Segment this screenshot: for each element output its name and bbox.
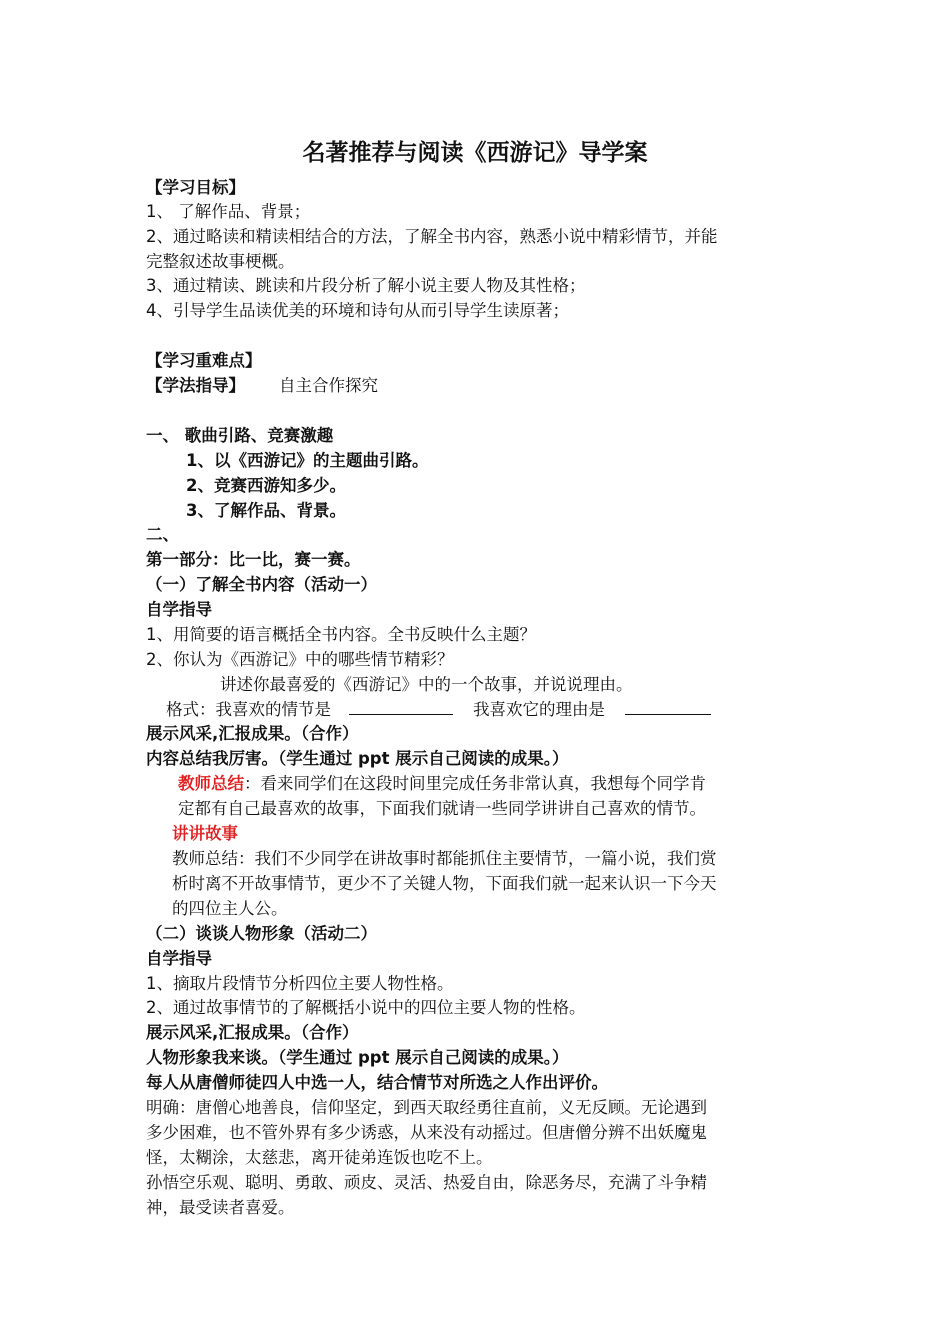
activity1-show: 展示风采,汇报成果。（合作） xyxy=(146,724,359,743)
format-row xyxy=(166,698,711,722)
clarify-line: 神，最受读者喜爱。 xyxy=(146,1198,295,1217)
activity1-heading: （一）了解全书内容（活动一） xyxy=(146,575,377,594)
clarify-line: 多少困难，也不管外界有多少诱惑，从来没有动摇过。但唐僧分辨不出妖魔鬼 xyxy=(146,1123,707,1142)
objectives-heading: 【学习目标】 xyxy=(146,178,245,197)
activity1-guide-heading: 自学指导 xyxy=(146,600,212,619)
section1-heading: 一、 歌曲引路、竞赛激趣 xyxy=(146,426,334,445)
activity2-question: 1、摘取片段情节分析四位主要人物性格。 xyxy=(146,974,454,993)
objective-item: 1、 了解作品、背景； xyxy=(146,202,311,221)
activity2-show: 展示风采,汇报成果。（合作） xyxy=(146,1023,359,1042)
objective-item: 2、通过略读和精读相结合的方法，了解全书内容，熟悉小说中精彩情节，并能 xyxy=(146,227,718,246)
document-title: 名著推荐与阅读《西游记》导学案 xyxy=(302,140,648,166)
method-heading: 【学法指导】 xyxy=(146,376,245,395)
activity2-heading: （二）谈谈人物形象（活动二） xyxy=(146,924,377,943)
teacher-summary2-line: 的四位主人公。 xyxy=(172,899,288,918)
section1-item: 2、竞赛西游知多少。 xyxy=(186,476,346,495)
teacher-summary-text2: 定都有自己最喜欢的故事，下面我们就请一些同学讲讲自己喜欢的情节。 xyxy=(178,799,706,818)
teacher-summary-label: 教师总结 xyxy=(178,774,244,793)
activity2-summary: 人物形象我来谈。（学生通过 ppt 展示自己阅读的成果。） xyxy=(146,1048,569,1067)
section1-item: 1、以《西游记》的主题曲引路。 xyxy=(186,451,429,470)
activity1-question: 2、你认为《西游记》中的哪些情节精彩？ xyxy=(146,650,454,669)
activity2-guide-heading: 自学指导 xyxy=(146,949,212,968)
section2-heading: 二、 xyxy=(146,525,179,544)
key-points-heading: 【学习重难点】 xyxy=(146,351,262,370)
objective-item: 4、引导学生品读优美的环境和诗句从而引导学生读原著； xyxy=(146,301,569,320)
teacher-summary-text: ：看来同学们在这段时间里完成任务非常认真，我想每个同学肯 xyxy=(244,774,706,793)
activity2-question: 2、通过故事情节的了解概括小说中的四位主要人物的性格。 xyxy=(146,998,586,1017)
teacher-summary2-line: 析时离不开故事情节，更少不了关键人物，下面我们就一起来认识一下今天 xyxy=(172,874,717,893)
activity1-question: 1、用简要的语言概括全书内容。全书反映什么主题？ xyxy=(146,625,536,644)
clarify-line: 孙悟空乐观、聪明、勇敢、顽皮、灵活、热爱自由，除恶务尽，充满了斗争精 xyxy=(146,1173,707,1192)
favorite-plot-blank[interactable] xyxy=(349,698,453,715)
clarify-line: 怪，太糊涂，太慈悲，离开徒弟连饭也吃不上。 xyxy=(146,1148,493,1167)
teacher-summary-row xyxy=(178,772,706,796)
section1-item: 3、了解作品、背景。 xyxy=(186,501,346,520)
method-value: 自主合作探究 xyxy=(279,376,378,395)
tell-story-label: 讲讲故事 xyxy=(172,824,238,843)
activity1-summary: 内容总结我厉害。（学生通过 ppt 展示自己阅读的成果。） xyxy=(146,749,569,768)
activity2-task: 每人从唐僧师徒四人中选一人，结合情节对所选之人作出评价。 xyxy=(146,1073,608,1092)
method-row xyxy=(146,374,378,398)
format-label: 格式：我喜欢的情节是 xyxy=(166,700,331,719)
clarify-line: 明确：唐僧心地善良，信仰坚定，到西天取经勇往直前，义无反顾。无论遇到 xyxy=(146,1098,707,1117)
objective-item: 3、通过精读、跳读和片段分析了解小说主要人物及其性格； xyxy=(146,276,586,295)
teacher-summary2-line: 教师总结：我们不少同学在讲故事时都能抓住主要情节，一篇小说，我们赏 xyxy=(172,849,717,868)
activity1-question-sub: 讲述你最喜爱的《西游记》中的一个故事，并说说理由。 xyxy=(220,675,633,694)
format-reason: 我喜欢它的理由是 xyxy=(473,700,605,719)
reason-blank[interactable] xyxy=(625,698,711,715)
part1-heading: 第一部分：比一比，赛一赛。 xyxy=(146,550,361,569)
objective-item: 完整叙述故事梗概。 xyxy=(146,252,295,271)
